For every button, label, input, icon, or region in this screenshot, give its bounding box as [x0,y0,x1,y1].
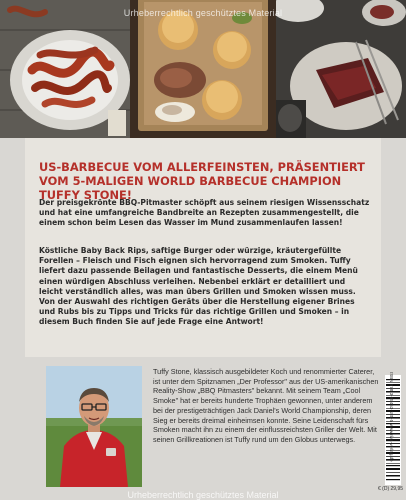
watermark-bottom: Urheberrechtlich geschütztes Material [127,490,279,500]
watermark-top: Urheberrechtlich geschütztes Material [123,8,283,18]
isbn-text [389,372,394,482]
blurb-panel [25,138,381,357]
steak-photo [276,0,406,138]
burger-photo [130,0,276,138]
burger-board-illustration [130,0,276,138]
author-bio: Tuffy Stone, klassisch ausgebildeter Koch und renommierter Caterer, ist unter dem Spitznamen „Der Professor" aus der US-amerikanischen Reality-Show „BBQ Pitmasters" bekannt. Mit seinem Team „Cool Smoke" hat er bereits hunderte Trophäen gewonnen, unter anderem bei der prestigeträchtigen Jack Daniel's World Championship, deren Sieg er bereits dreimal einheimsen konnte. Seine Leidenschaft fürs Smoken macht ihn zu einem der einflussreichsten Griller der Welt. Mit seinen Grillkreationen ist Tuffy rund um den Globus unterwegs. [153,367,379,444]
food-photo-strip [0,0,406,138]
author-portrait [46,366,142,487]
headline: US-BARBECUE VOM ALLERFEINSTEN, PRÄSENTIERT VOM 5-MALIGEN WORLD BARBECUE CHAMPION TUFFY STONE! [39,160,365,202]
publisher-url[interactable]: www.riva-verlag.de [389,423,394,462]
paragraph-intro: Der preisgekrönte BBQ-Pitmaster schöpft aus seinem riesigen Wissensschatz und hat eine umfangreiche Bandbreite an Rezepten zusammengestellt, die einem schon beim Lesen das Wasser im Mund zusammenlaufen lassen! [39,198,370,228]
author-photo [46,366,142,487]
price-label: € (D) 29,95 [378,486,404,492]
isbn-number: ISBN 978-3-95453-185-5 [389,372,394,423]
steak-illustration [276,0,406,138]
paragraph-details: Köstliche Baby Back Rips, saftige Burger oder würzige, kräutergefüllte Forellen – Fleisch und Fisch eignen sich hervorragend zum Smoken. Tuffy liefert dazu passende Beilagen und fantastische Desserts, die einem Menü einen würdigen Abschluss verleihen. Nebenbei erklärt er detailliert und leicht verständlich alles, was man übers Grillen und Smoken wissen muss. Von der Auswahl des richtigen Geräts über die Herstellung eigener Brines und Rubs bis zu Tipps und Tricks für das richtige Grillen und Smoken – in diesem Buch finden Sie auf jede Frage eine Antwort! [39,246,358,327]
bacon-plate-illustration [0,0,130,138]
bacon-photo [0,0,130,138]
